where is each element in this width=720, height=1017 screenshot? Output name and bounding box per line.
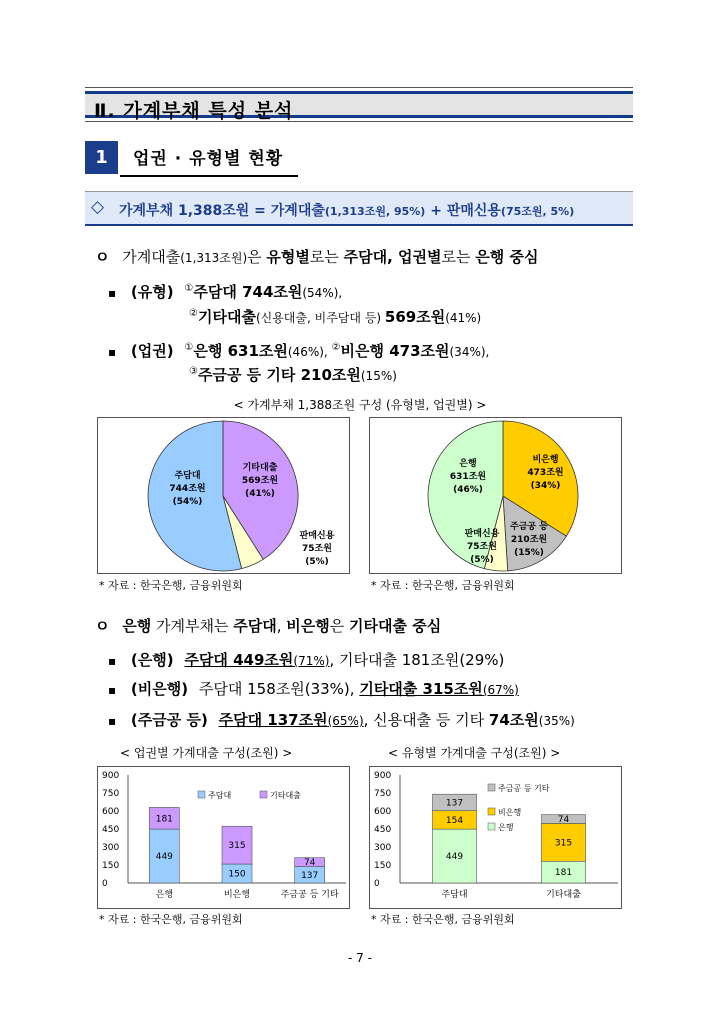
square-bullet-icon: ▪ (108, 714, 117, 728)
circle-bullet-icon: ㅇ (95, 617, 110, 635)
x-category-label: 은행 (155, 890, 174, 900)
sector-2-pct: (34%), (449, 345, 490, 359)
legend-label: 비은행 (498, 808, 522, 817)
type-1-value: 주담대 744조원 (193, 283, 303, 301)
sector-label: (업권) (130, 342, 174, 360)
block2-head-f: 은 (329, 617, 350, 635)
type-2-value: 569조원 (384, 308, 446, 326)
type-2-note: (신용대출, 비주담대 등) (255, 311, 385, 325)
subsection-number: 1 (85, 141, 118, 174)
summary-part4: (75조원, 5%) (500, 205, 575, 218)
pie-right-label-4-value: 75조원 (467, 542, 497, 552)
y-tick-label: 900 (102, 771, 120, 781)
pie-right-label-3 (500, 521, 558, 560)
nonbank-line (108, 678, 519, 699)
bar-sector-svg (98, 767, 349, 908)
pie-right-label-2-value: 473조원 (527, 468, 564, 478)
nonbank-other-pct: (67%) (482, 683, 519, 697)
y-tick-label: 0 (102, 879, 108, 889)
type-2-pct: (41%) (445, 311, 482, 325)
x-category-label: 기타대출 (546, 890, 581, 900)
bank-line (108, 649, 504, 670)
pie-right-label-1 (442, 458, 494, 497)
block2-head-d: , (276, 617, 287, 635)
pie-right-label-1-value: 631조원 (449, 472, 487, 482)
x-category-label: 주금공 등 기타 (280, 890, 339, 900)
pie-left-label-3-value: 75조원 (302, 544, 332, 554)
type-line-1 (108, 281, 342, 302)
bar-type-svg (370, 767, 621, 908)
summary-text (119, 200, 574, 220)
bar-left-caption: < 업권별 가계대출 구성(조원) > (120, 746, 293, 760)
type-2-mark: ② (189, 308, 198, 319)
block1-head-h: 은행 중심 (475, 248, 539, 266)
y-tick-label: 450 (102, 825, 120, 835)
nonbank-label: (비은행) (130, 680, 189, 698)
bar-value-label: 150 (228, 869, 246, 880)
pie-chart-sector (369, 417, 622, 574)
bar-chart-sector (97, 766, 350, 909)
pie-left-label-3-pct: (5%) (305, 557, 329, 567)
pie-left-label-2-value: 569조원 (241, 476, 279, 486)
sector-1-value: 은행 631조원 (193, 342, 288, 360)
subsection-underline (120, 175, 298, 177)
legend-swatch (488, 808, 495, 815)
hf-label: (주금공 등) (130, 711, 208, 729)
pie-right-label-3-name: 주금공 등 (510, 522, 548, 532)
subsection-title: 업권 · 유형별 현황 (133, 149, 284, 169)
pie-left-label-3 (288, 530, 346, 569)
bank-label: (은행) (130, 651, 174, 669)
block1-head-c: 은 (247, 248, 267, 266)
legend-label: 기타대출 (270, 791, 301, 800)
source-pie-left: * 자료 : 한국은행, 금융위원회 (99, 579, 243, 592)
summary-part2: (1,313조원, 95%) (324, 205, 426, 218)
legend-label: 주금공 등 기타 (498, 784, 550, 793)
pie-left-label-3-name: 판매신용 (299, 531, 335, 541)
hf-other-value: 74조원 (488, 711, 539, 729)
square-bullet-icon: ▪ (108, 286, 117, 300)
block2-head-c: 주담대 (233, 617, 277, 635)
summary-box (85, 191, 633, 226)
type-line-2 (189, 306, 481, 327)
pie-right-label-3-value: 210조원 (510, 535, 548, 545)
block2-head-b: 가계부채는 (151, 617, 234, 635)
y-tick-label: 150 (374, 861, 392, 871)
bar-value-label: 181 (554, 868, 573, 879)
summary-part3: + 판매신용 (425, 203, 501, 219)
block2-head-e: 비은행 (286, 617, 330, 635)
bar-value-label: 137 (301, 870, 319, 881)
pie-left-label-2 (230, 462, 290, 501)
nonbank-mortgage: 주담대 158조원(33%), (198, 680, 360, 698)
pie-left-label-2-name: 기타대출 (242, 463, 278, 473)
hf-mortgage: 주담대 137조원 (218, 711, 328, 729)
diamond-icon: ◇ (91, 197, 105, 217)
x-category-label: 주담대 (441, 890, 468, 900)
bar-value-label: 74 (303, 858, 316, 869)
block2-head-a: 은행 (122, 617, 152, 635)
y-tick-label: 0 (374, 879, 380, 889)
nonbank-other: 기타대출 315조원 (359, 680, 483, 698)
pie-right-label-2-name: 비은행 (532, 455, 559, 465)
sector-2-mark: ② (331, 342, 341, 353)
block1-head-e: 로는 (309, 248, 344, 266)
hf-line (108, 709, 575, 730)
pie-left-label-2-pct: (41%) (245, 489, 275, 499)
pie-right-label-4 (456, 528, 508, 567)
bar-value-label: 315 (554, 838, 573, 849)
block1-heading (95, 246, 538, 267)
y-tick-label: 750 (374, 789, 392, 799)
section-header (85, 87, 633, 122)
x-category-label: 비은행 (223, 890, 251, 900)
type-label: (유형) (130, 283, 174, 301)
bar-right-caption: < 유형별 가계대출 구성(조원) > (388, 746, 561, 760)
bar-chart-type (369, 766, 622, 909)
block1-head-g: 로는 (441, 248, 476, 266)
pie-right-label-2-pct: (34%) (530, 481, 561, 491)
bank-other: , 기타대출 181조원(29%) (329, 651, 505, 669)
hf-other-label: , 신용대출 등 기타 (363, 711, 489, 729)
type-2-label: 기타대출 (197, 308, 256, 326)
bar-value-label: 137 (445, 798, 464, 809)
block2-heading (95, 615, 441, 636)
bar-value-label: 315 (228, 841, 246, 852)
type-1-pct: (54%), (302, 286, 343, 300)
bar-value-label: 449 (155, 852, 173, 863)
pie-right-label-1-name: 은행 (459, 459, 477, 469)
block1-head-a: 가계대출 (122, 248, 181, 266)
pie-right-label-2 (518, 454, 573, 493)
bank-mortgage-pct: (71%) (293, 654, 330, 668)
pie-left-label-1-pct: (54%) (172, 497, 203, 507)
pie-right-label-4-pct: (5%) (470, 555, 494, 565)
type-1-mark: ① (184, 283, 194, 294)
block2-head-g: 기타대출 중심 (349, 617, 442, 635)
legend-swatch (488, 784, 495, 791)
pies-caption: < 가계부채 1,388조원 구성 (유형별, 업권별) > (233, 398, 487, 412)
bar-value-label: 74 (557, 815, 570, 826)
y-tick-label: 150 (102, 861, 120, 871)
y-tick-label: 450 (374, 825, 392, 835)
sector-3-pct: (15%) (360, 369, 397, 383)
source-bar-left: * 자료 : 한국은행, 금융위원회 (99, 913, 243, 926)
legend-swatch (260, 791, 267, 798)
legend-label: 은행 (498, 823, 514, 832)
sector-1-mark: ① (184, 342, 194, 353)
source-bar-right: * 자료 : 한국은행, 금융위원회 (371, 913, 515, 926)
square-bullet-icon: ▪ (108, 345, 117, 359)
page-number: - 7 - (348, 951, 372, 965)
square-bullet-icon: ▪ (108, 654, 117, 668)
bar-value-label: 181 (155, 814, 173, 825)
sector-line-1 (108, 340, 489, 361)
section-title: Ⅱ. 가계부채 특성 분석 (94, 100, 294, 122)
legend-swatch (198, 791, 205, 798)
section-header-band (85, 91, 633, 122)
pie-right-label-3-pct: (15%) (514, 548, 544, 558)
block1-head-d: 유형별 (266, 248, 310, 266)
hf-mortgage-pct: (65%) (327, 714, 364, 728)
circle-bullet-icon: ㅇ (95, 248, 110, 266)
pie-right-label-4-name: 판매신용 (464, 529, 500, 539)
y-tick-label: 600 (102, 807, 120, 817)
hf-other-pct: (35%) (538, 714, 575, 728)
bar-value-label: 154 (445, 815, 464, 826)
block1-head-b: (1,313조원) (180, 251, 248, 265)
y-tick-label: 300 (374, 843, 392, 853)
pie-chart-type (97, 417, 350, 574)
pie-left-label-1-name: 주담대 (174, 471, 201, 481)
sector-1-pct: (46%), (287, 345, 332, 359)
pie-left-label-1 (160, 470, 215, 509)
pie-right-label-1-pct: (46%) (453, 485, 483, 495)
sector-3-value: 주금공 등 기타 210조원 (197, 366, 361, 384)
y-tick-label: 600 (374, 807, 392, 817)
block1-head-f: 주담대, 업권별 (343, 248, 442, 266)
y-tick-label: 300 (102, 843, 120, 853)
y-tick-label: 900 (374, 771, 392, 781)
bar-value-label: 449 (445, 852, 464, 863)
legend-swatch (488, 823, 495, 830)
summary-part1: 가계부채 1,388조원 = 가계대출 (119, 203, 325, 219)
sector-2-value: 비은행 473조원 (340, 342, 450, 360)
legend-label: 주담대 (208, 791, 232, 800)
bank-mortgage: 주담대 449조원 (184, 651, 294, 669)
sector-3-mark: ③ (189, 366, 198, 377)
pie-left-label-1-value: 744조원 (169, 484, 206, 494)
source-pie-right: * 자료 : 한국은행, 금융위원회 (371, 579, 515, 592)
y-tick-label: 750 (102, 789, 120, 799)
square-bullet-icon: ▪ (108, 683, 117, 697)
sector-line-2 (189, 364, 397, 385)
